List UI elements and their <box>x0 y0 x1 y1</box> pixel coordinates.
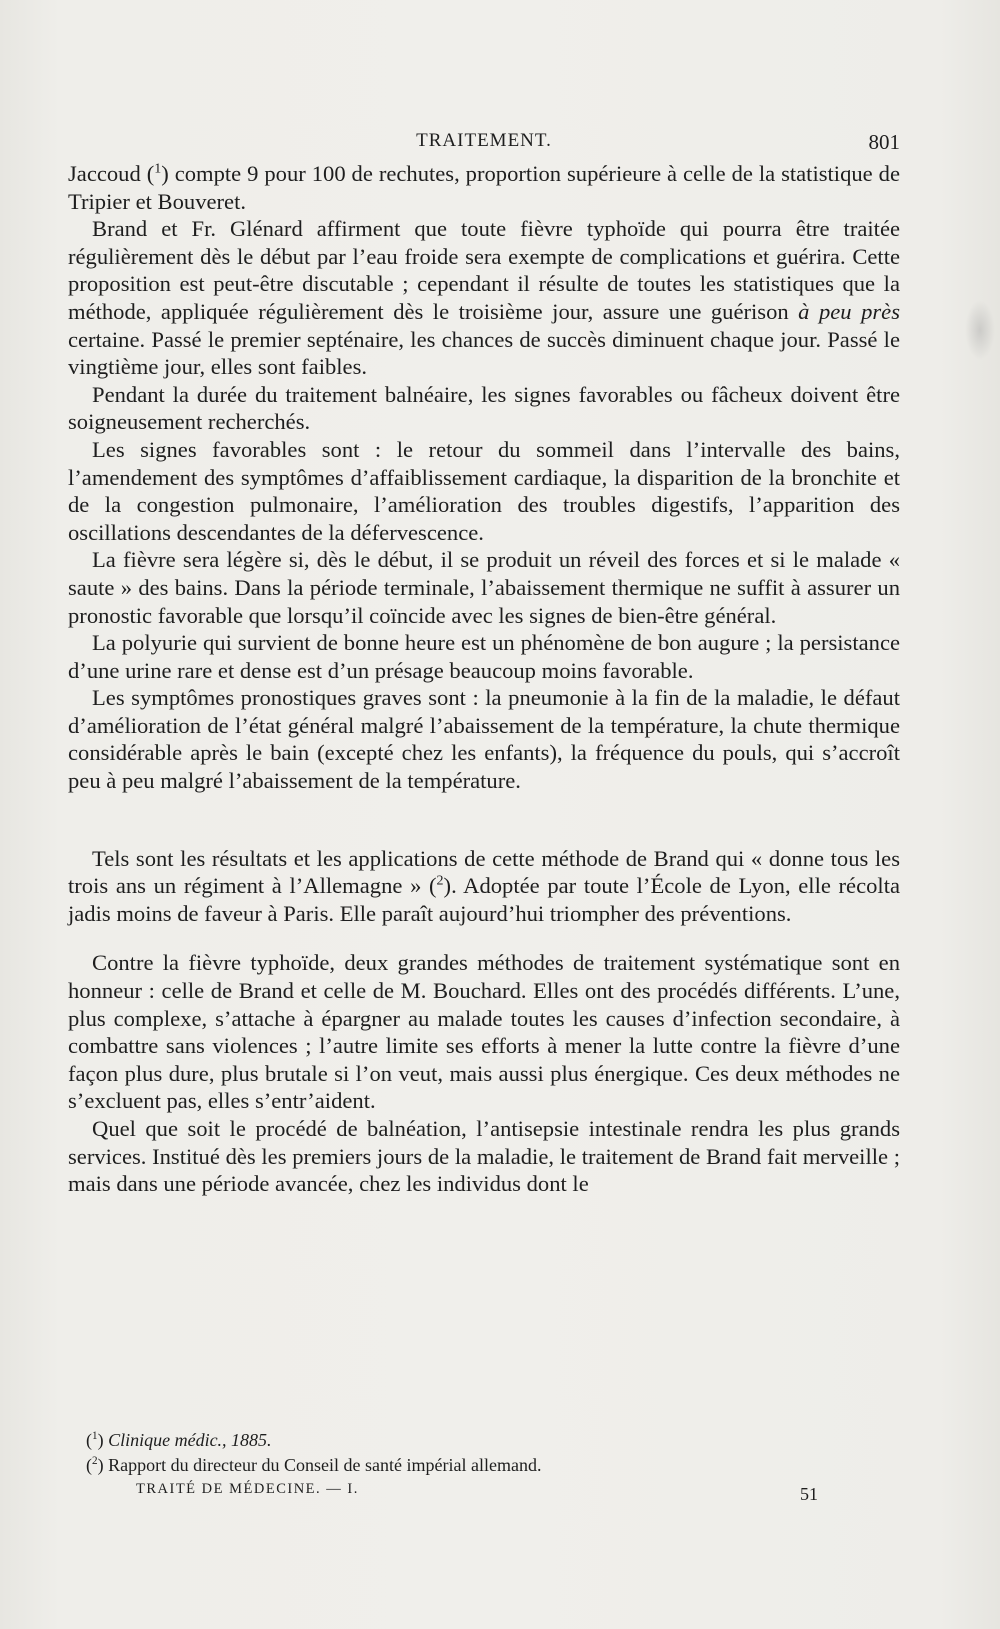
footnote-1: ($^1$) Clinique médic., 1885. <box>86 1430 272 1450</box>
running-head <box>68 130 900 160</box>
paragraph-2-text-b: certaine. Passé le premier septénaire, les chances de succès diminuent chaque jour. Passé le vingtième jour, elles sont faibles. <box>68 326 900 380</box>
paragraph-1 <box>68 160 900 215</box>
footnote-1-text: Clinique médic., 1885. <box>108 1430 272 1450</box>
footnote-ref-1: 1 <box>154 161 162 177</box>
paragraph-2 <box>68 215 900 381</box>
paragraph-5: La fièvre sera légère si, dès le début, il se produit un réveil des forces et si le malade « saute » des bains. Dans la période terminale, l’abaissement thermique ne suffit à assurer un pronostic favorable que lorsqu’il coïncide avec les signes de bien-être général. <box>68 547 900 628</box>
paragraph-10: Quel que soit le procédé de balnéation, l’antisepsie intestinale rendra les plus grands services. Institué dès les premiers jours de la maladie, le traitement de Brand fait merveille ; mais dans une période avancée, chez les individus dont le <box>68 1116 900 1197</box>
footnote-2-text: Rapport du directeur du Conseil de santé impérial allemand. <box>108 1455 542 1475</box>
paragraph-8-text-a: Tels sont les résultats et les applications de cette méthode de Brand qui « donne tous les trois ans un régiment à l’Allemagne » ( <box>68 845 900 899</box>
footnotes <box>86 1428 886 1478</box>
paragraph-2-emphasis: à peu près <box>798 298 900 324</box>
body-text <box>68 160 900 1198</box>
scan-spot <box>965 300 995 360</box>
signature-line: TRAITÉ DE MÉDECINE. — I. <box>136 1481 359 1497</box>
paragraph-1-text-b: ) compte 9 pour 100 de rechutes, proportion supérieure à celle de la statistique de Tripier et Bouveret. <box>68 161 900 214</box>
footnote-1-mark: 1 <box>92 1430 98 1442</box>
footnote-2-mark: 2 <box>92 1455 98 1467</box>
paragraph-1-text-a: Jaccoud ( <box>68 161 155 186</box>
paragraph-7: Les symptômes pronostiques graves sont : la pneumonie à la fin de la maladie, le défaut d’amélioration de l’état général malgré l’abaissement de la température, la chute thermique considérable après le bain (excepté chez les enfants), la fréquence du pouls, qui s’accroît peu à peu malgré l’abaissement de la température. <box>68 685 900 794</box>
running-title: TRAITEMENT. <box>416 130 552 151</box>
paragraph-6: La polyurie qui survient de bonne heure est un phénomène de bon augure ; la persistance d’une urine rare et dense est d’un présage beaucoup moins favorable. <box>68 630 900 683</box>
footnote-ref-2: 2 <box>436 873 444 889</box>
paragraph-3: Pendant la durée du traitement balnéaire, les signes favorables ou fâcheux doivent être soigneusement recherchés. <box>68 381 900 435</box>
paragraph-4: Les signes favorables sont : le retour du sommeil dans l’intervalle des bains, l’amendement des symptômes d’affaiblissement cardiaque, la disparition de la bronchite et de la congestion pulmonaire, l’amélioration des troubles digestifs, l’apparition des oscillations descendantes de la défervescence. <box>68 436 900 545</box>
sheet-number: 51 <box>800 1484 818 1504</box>
paragraph-8-text-b: ). Adoptée par toute l’École de Lyon, elle récolta jadis moins de faveur à Paris. Elle paraît aujourd’hui triompher des préventions. <box>68 873 900 926</box>
page-number: 801 <box>868 130 900 154</box>
footnote-2: ($^2$) Rapport du directeur du Conseil de santé impérial allemand. <box>86 1455 542 1475</box>
paragraph-2-text-a: Brand et Fr. Glénard affirment que toute fièvre typhoïde qui pourra être traitée régulièrement dès le début par l’eau froide sera exempte de complications et guérira. Cette proposition est peut-être discutable ; cependant il résulte de toutes les statistiques que la méthode, appliquée régulièrement dès le troisième jour, assure une guérison <box>68 216 900 324</box>
paragraph-9: Contre la fièvre typhoïde, deux grandes méthodes de traitement systématique sont en honneur : celle de Brand et celle de M. Bouchard. Elles ont des procédés différents. L’une, plus complexe, s’attache à épargner au malade toutes les causes d’infection secondaire, à combattre sans violences ; l’autre limite ses efforts à mener la lutte contre la fièvre d’une façon plus dure, plus brutale si l’on veut, mais aussi plus énergique. Ces deux méthodes ne s’excluent pas, elles s’entr’aident. <box>68 950 900 1114</box>
paragraph-8 <box>68 845 900 928</box>
